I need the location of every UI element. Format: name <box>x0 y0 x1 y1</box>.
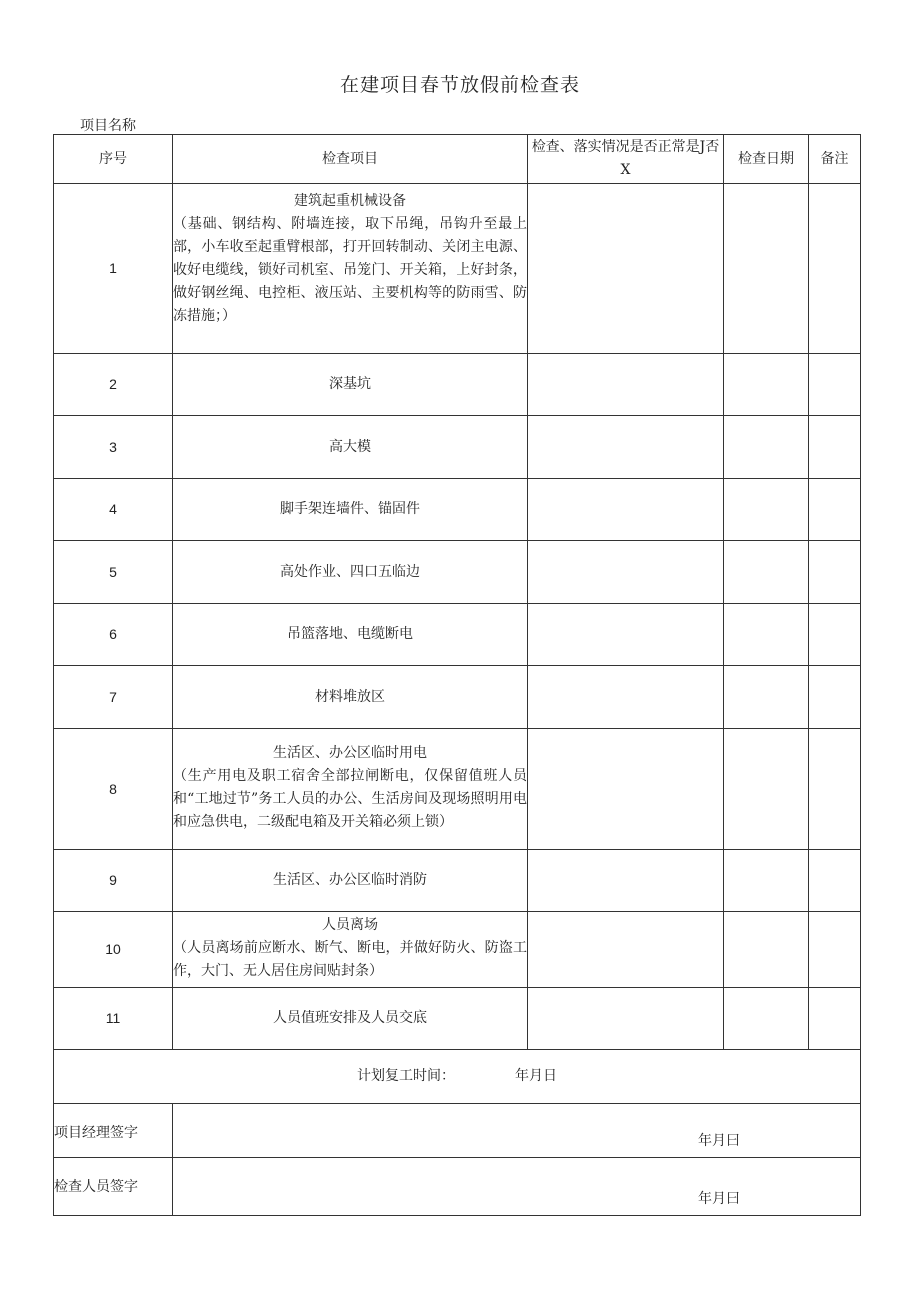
row-date-cell[interactable] <box>724 541 809 604</box>
row-number: 8 <box>54 729 173 850</box>
header-item: 检查项目 <box>173 135 528 184</box>
document-title: 在建项目春节放假前检查表 <box>339 74 580 96</box>
table-row <box>54 479 861 541</box>
table-row <box>54 666 861 729</box>
row-date-cell[interactable] <box>724 416 809 479</box>
row-status-cell[interactable] <box>528 912 724 988</box>
row-number: 4 <box>54 479 173 541</box>
row-remark-cell[interactable] <box>809 988 861 1050</box>
row-status-cell[interactable] <box>528 729 724 850</box>
table-row <box>54 184 861 354</box>
row-date-cell[interactable] <box>724 184 809 354</box>
row-remark-cell[interactable] <box>809 541 861 604</box>
row-item-title: 高处作业、四口五临边 <box>173 541 528 604</box>
project-name-label: 项目名称 <box>80 118 136 134</box>
header-status: 检查、落实情况是否正常是J否X <box>528 135 724 184</box>
manager-sign-label: 项目经理签字 <box>54 1104 173 1158</box>
row-item-detail: （基础、钢结构、附墙连接，取下吊绳，吊钩升至最上部，小车收至起重臂根部，打开回转制动、关闭主电源、收好电缆线，锁好司机室、吊笼门、开关箱，上好封条，做好钢丝绳、电控柜、液压站、主要机构等的防雨雪、防冻措施；） <box>173 215 527 324</box>
manager-sign-row <box>54 1104 861 1158</box>
row-item <box>173 729 528 850</box>
resume-date-label: 计划复工时间： <box>357 1068 455 1084</box>
row-date-cell[interactable] <box>724 354 809 416</box>
row-item-title: 建筑起重机械设备 <box>294 192 406 209</box>
table-row <box>54 988 861 1050</box>
row-status-cell[interactable] <box>528 354 724 416</box>
row-item-detail: （生产用电及职工宿舍全部拉闸断电，仅保留值班人员和“工地过节”务工人员的办公、生活房间及现场照明用电和应急供电，二级配电箱及开关箱必须上锁） <box>173 768 527 830</box>
row-date-cell[interactable] <box>724 988 809 1050</box>
row-item <box>173 184 528 354</box>
table-row <box>54 604 861 666</box>
table-row <box>54 850 861 912</box>
row-status-cell[interactable] <box>528 666 724 729</box>
table-row <box>54 541 861 604</box>
row-status-cell[interactable] <box>528 988 724 1050</box>
row-number: 9 <box>54 850 173 912</box>
row-item-title: 人员值班安排及人员交底 <box>173 988 528 1050</box>
row-number: 10 <box>54 912 173 988</box>
table-row <box>54 416 861 479</box>
row-date-cell[interactable] <box>724 850 809 912</box>
row-remark-cell[interactable] <box>809 604 861 666</box>
row-remark-cell[interactable] <box>809 479 861 541</box>
table-row <box>54 354 861 416</box>
row-number: 3 <box>54 416 173 479</box>
row-number: 5 <box>54 541 173 604</box>
row-remark-cell[interactable] <box>809 416 861 479</box>
row-item-title: 深基坑 <box>173 354 528 416</box>
row-item-title: 吊篮落地、电缆断电 <box>173 604 528 666</box>
row-remark-cell[interactable] <box>809 850 861 912</box>
row-number: 1 <box>54 184 173 354</box>
row-status-cell[interactable] <box>528 479 724 541</box>
inspector-sign-area[interactable] <box>173 1158 861 1216</box>
row-date-cell[interactable] <box>724 729 809 850</box>
manager-sign-area[interactable] <box>173 1104 861 1158</box>
row-status-cell[interactable] <box>528 541 724 604</box>
row-date-cell[interactable] <box>724 479 809 541</box>
header-remark: 备注 <box>809 135 861 184</box>
inspector-sign-row <box>54 1158 861 1216</box>
row-number: 6 <box>54 604 173 666</box>
row-item <box>173 912 528 988</box>
resume-date-value: 年月日 <box>515 1068 557 1084</box>
row-number: 11 <box>54 988 173 1050</box>
manager-sign-date: 年月曰 <box>698 1133 740 1149</box>
row-remark-cell[interactable] <box>809 184 861 354</box>
header-date: 检查日期 <box>724 135 809 184</box>
row-item-title: 生活区、办公区临时消防 <box>173 850 528 912</box>
row-item-title: 材料堆放区 <box>173 666 528 729</box>
row-date-cell[interactable] <box>724 666 809 729</box>
table-header-row <box>54 135 861 184</box>
row-item-title: 脚手架连墙件、锚固件 <box>173 479 528 541</box>
row-item-title: 生活区、办公区临时用电 <box>273 745 427 761</box>
header-no: 序号 <box>54 135 173 184</box>
row-date-cell[interactable] <box>724 912 809 988</box>
row-status-cell[interactable] <box>528 604 724 666</box>
inspector-sign-label: 检查人员签字 <box>54 1158 173 1216</box>
table-row <box>54 912 861 988</box>
table-row <box>54 729 861 850</box>
resume-date-row <box>54 1050 861 1104</box>
row-item-detail: （人员离场前应断水、断气、断电，并做好防火、防盗工作，大门、无人居住房间贴封条） <box>173 940 527 979</box>
row-status-cell[interactable] <box>528 184 724 354</box>
row-remark-cell[interactable] <box>809 729 861 850</box>
row-number: 7 <box>54 666 173 729</box>
row-item-title: 人员离场 <box>322 917 378 933</box>
row-status-cell[interactable] <box>528 416 724 479</box>
row-number: 2 <box>54 354 173 416</box>
row-remark-cell[interactable] <box>809 912 861 988</box>
inspection-table <box>53 134 861 1216</box>
row-status-cell[interactable] <box>528 850 724 912</box>
resume-date-cell[interactable] <box>54 1050 861 1104</box>
row-remark-cell[interactable] <box>809 666 861 729</box>
row-remark-cell[interactable] <box>809 354 861 416</box>
row-date-cell[interactable] <box>724 604 809 666</box>
row-item-title: 高大模 <box>173 416 528 479</box>
inspector-sign-date: 年月曰 <box>698 1191 740 1207</box>
